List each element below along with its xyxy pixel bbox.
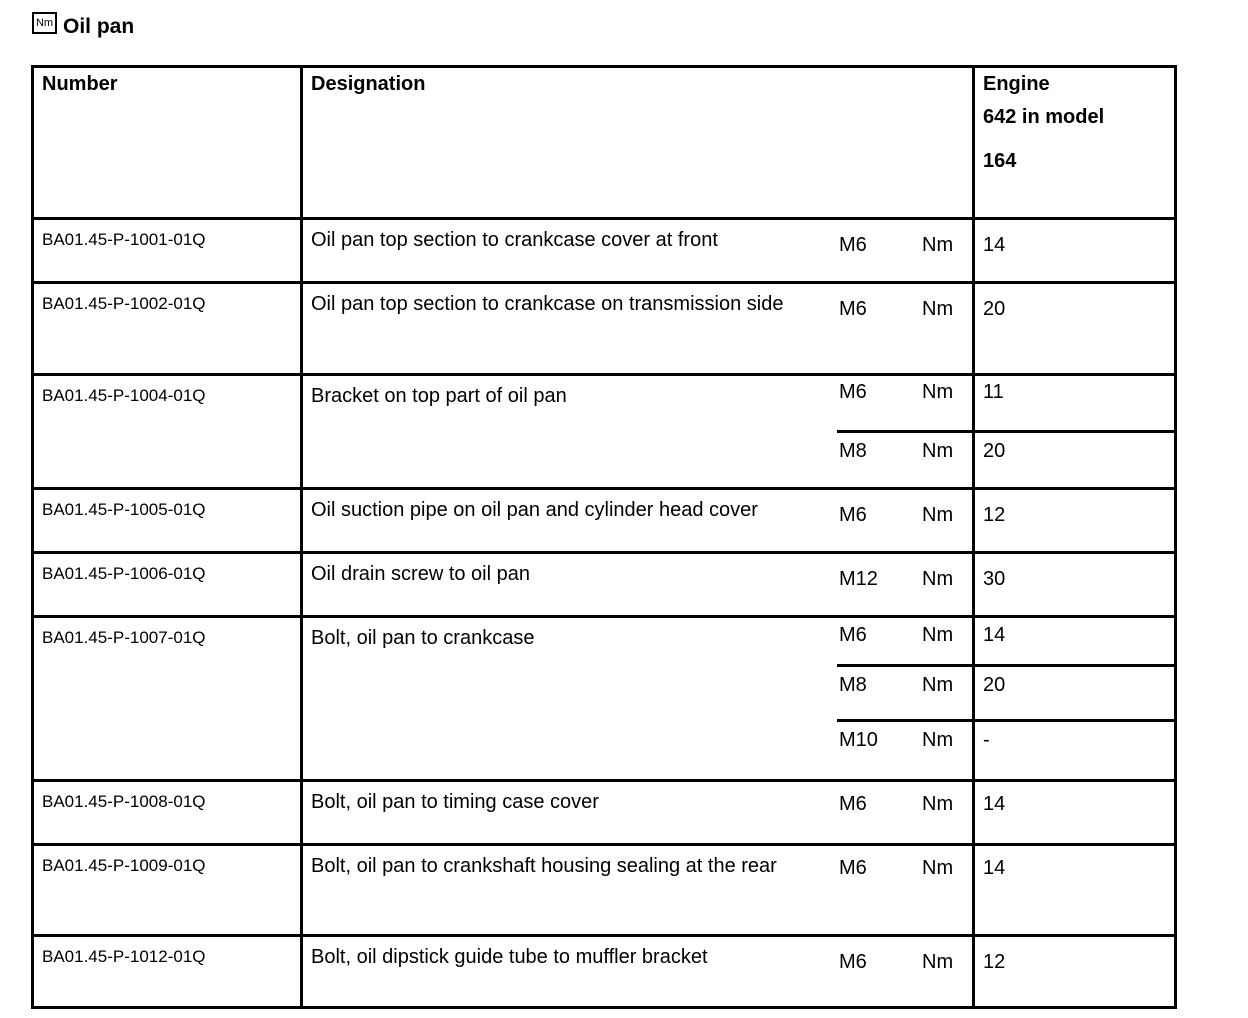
header-designation: Designation [311,73,426,95]
thread-size: M6 [839,793,867,815]
row-divider [34,779,1174,782]
designation: Oil drain screw to oil pan [311,563,530,585]
torque-value: - [983,729,990,751]
torque-unit: Nm [922,234,954,256]
designation: Bolt, oil pan to crankshaft housing sealing at the rear [311,855,777,877]
torque-unit: Nm [922,729,954,751]
row-divider [34,615,1174,618]
designation: Oil suction pipe on oil pan and cylinder head cover [311,499,758,521]
thread-size: M6 [839,951,867,973]
torque-value: 20 [983,674,1006,696]
thread-size: M6 [839,504,867,526]
torque-table [31,65,1177,1009]
torque-unit: Nm [922,381,954,403]
designation: Bracket on top part of oil pan [311,385,567,407]
row-divider [34,217,1174,220]
row-divider [34,281,1174,284]
torque-value: 20 [983,298,1006,320]
torque-unit: Nm [922,793,954,815]
torque-value: 30 [983,568,1006,590]
designation: Oil pan top section to crankcase on transmission side [311,293,784,315]
torque-unit: Nm [922,504,954,526]
header-engine-model: 642 in model [983,106,1105,128]
torque-unit: Nm [922,624,954,646]
torque-unit: Nm [922,951,954,973]
page-title-text: Oil pan [63,15,135,38]
page-title [32,12,134,42]
torque-unit: Nm [922,298,954,320]
torque-unit: Nm [922,440,954,462]
torque-value: 12 [983,951,1006,973]
header-engine: Engine [983,73,1050,95]
torque-value: 11 [983,381,1004,403]
spec-divider [837,664,1174,667]
row-divider [34,487,1174,490]
header-engine-model-number: 164 [983,150,1017,172]
part-number: BA01.45-P-1012-01Q [42,947,206,966]
torque-value: 14 [983,234,1006,256]
designation: Bolt, oil pan to timing case cover [311,791,599,813]
designation: Bolt, oil pan to crankcase [311,627,535,649]
part-number: BA01.45-P-1006-01Q [42,564,206,583]
row-divider [34,551,1174,554]
designation: Oil pan top section to crankcase cover at front [311,229,718,251]
torque-unit: Nm [922,674,954,696]
row-divider [34,373,1174,376]
thread-size: M8 [839,440,867,462]
thread-size: M10 [839,729,878,751]
part-number: BA01.45-P-1008-01Q [42,792,206,811]
part-number: BA01.45-P-1001-01Q [42,230,206,249]
thread-size: M6 [839,857,867,879]
torque-nm-icon: Nm [32,12,57,34]
header-number: Number [42,73,118,95]
column-divider [300,68,303,1006]
thread-size: M6 [839,381,867,403]
thread-size: M6 [839,234,867,256]
row-divider [34,843,1174,846]
torque-unit: Nm [922,857,954,879]
thread-size: M12 [839,568,878,590]
thread-size: M6 [839,624,867,646]
part-number: BA01.45-P-1007-01Q [42,628,206,647]
torque-unit: Nm [922,568,954,590]
torque-value: 20 [983,440,1006,462]
thread-size: M6 [839,298,867,320]
designation: Bolt, oil dipstick guide tube to muffler bracket [311,946,708,968]
part-number: BA01.45-P-1009-01Q [42,856,206,875]
torque-value: 14 [983,624,1006,646]
part-number: BA01.45-P-1002-01Q [42,294,206,313]
torque-value: 14 [983,857,1006,879]
spec-divider [837,719,1174,722]
column-divider [972,68,975,1006]
spec-divider [837,430,1174,433]
part-number: BA01.45-P-1004-01Q [42,386,206,405]
thread-size: M8 [839,674,867,696]
row-divider [34,934,1174,937]
part-number: BA01.45-P-1005-01Q [42,500,206,519]
torque-value: 12 [983,504,1006,526]
torque-value: 14 [983,793,1006,815]
